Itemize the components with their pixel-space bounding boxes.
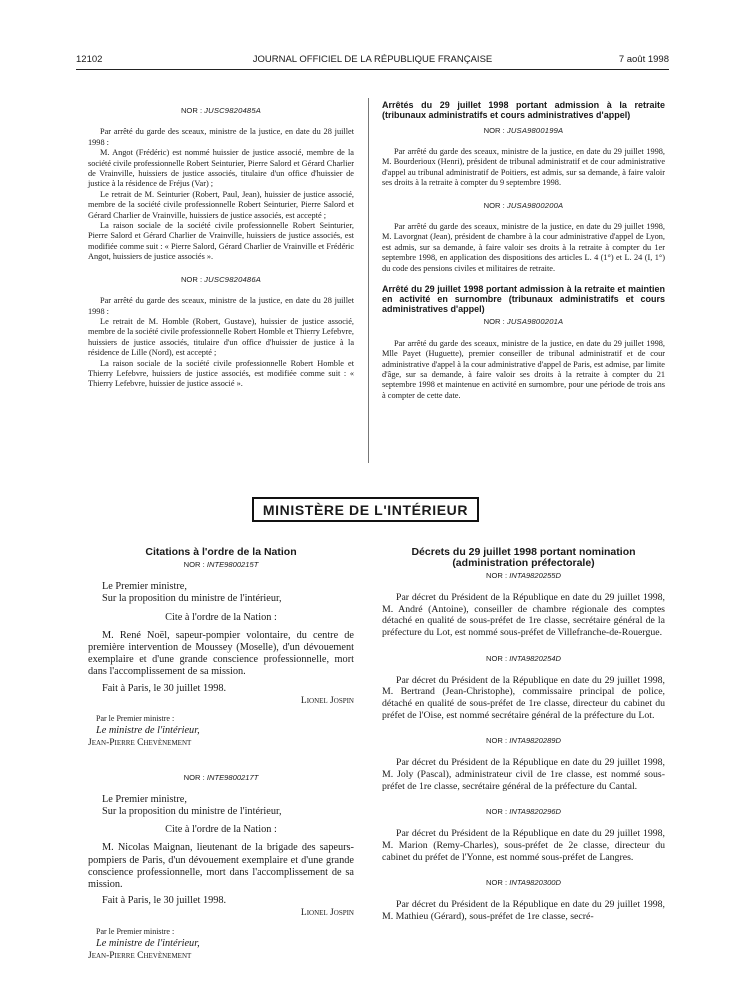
- column-right-bottom: [382, 547, 665, 923]
- signature: Lionel Jospin: [300, 695, 354, 706]
- paragraph: La raison sociale de la société civile professionnelle Robert Seinturier, Pierre Salord et Gérard Charlier de Vrainville, huissiers de justice associés, est modifiée comme suit : « Pierre Salord, Gérard Charlier de Vrainville et Frédéric Angot, huissiers de justice associés ».: [88, 221, 354, 262]
- minister-title: Le ministre de l'intérieur,: [96, 937, 200, 949]
- nor-reference: NOR : INTE9800215T: [183, 560, 259, 569]
- nor-reference: NOR : INTA9820300D: [486, 878, 561, 888]
- paragraph: Par arrêté du garde des sceaux, ministre de la justice, en date du 29 juillet 1998, M. Bourderioux (Henri), président de tribunal administratif et de cour administrative d'appel au tribunal administratif de Poitiers, est admis, sur sa demande, à faire valoir ses droits à la retraite à compter du 9 septembre 1998.: [382, 147, 665, 188]
- column-left-top: [88, 101, 354, 390]
- paragraph: Le retrait de M. Seinturier (Robert, Paul, Jean), huissier de justice associé, membre de la société civile professionnelle Robert Seinturier, Pierre Salord et Gérard Charlier de Vrainville, huissiers de justice associés, est accepté ;: [88, 189, 354, 220]
- ministry-title: MINISTÈRE DE L'INTÉRIEUR: [252, 497, 479, 522]
- column-divider: [368, 98, 369, 463]
- paragraph: Par arrêté du garde des sceaux, ministre de la justice, en date du 29 juillet 1998, M. Lavorgnat (Jean), président de chambre à la cour administrative d'appel de Lyon, est admis, sur sa demande, à faire valoir ses droits à la retraite à compter du 1er septembre 1998, en application des dispositions des articles L. 4 (1°) et L. 24 (I, 1°) du code des pensions civiles et militaires de retraite.: [382, 222, 665, 273]
- ministry-banner: [0, 497, 731, 522]
- signature-date: Fait à Paris, le 30 juillet 1998.: [102, 895, 227, 907]
- paragraph: Par décret du Président de la République en date du 29 juillet 1998, M. Joly (Pascal), administrateur civil de 1re classe, est nommé sous-préfet de 1re classe, secrétaire général de la préfecture du Cantal.: [382, 757, 665, 792]
- signature-date: Fait à Paris, le 30 juillet 1998.: [102, 682, 227, 694]
- journal-title: JOURNAL OFFICIEL DE LA RÉPUBLIQUE FRANÇAISE: [252, 54, 493, 65]
- nor-reference: NOR : INTA9820289D: [486, 736, 561, 746]
- nor-reference: NOR : JUSC9820485A: [180, 106, 262, 115]
- header-rule: [76, 69, 669, 70]
- citation-text: M. René Noël, sapeur-pompier volontaire, du centre de première intervention de Moussey (Moselle), d'un dévouement exemplaire et d'une grande conscience professionnelle, mort dans l'accomplissement de sa mission.: [88, 629, 354, 678]
- nor-reference: NOR : JUSA9800201A: [483, 317, 564, 327]
- column-left-bottom: [88, 547, 354, 962]
- preamble: Sur la proposition du ministre de l'intérieur,: [102, 593, 282, 605]
- signature: Jean-Pierre Chevènement: [88, 738, 192, 749]
- citation-formula: Cite à l'ordre de la Nation :: [165, 611, 277, 623]
- paragraph: Le retrait de M. Homble (Robert, Gustave), huissier de justice associé, membre de la société civile professionnelle Robert Homble et Thierry Lefebvre, huissiers de justice associés, titulaire d'un office d'huissier de justice à la résidence de Lille (Nord), est accepté ;: [88, 316, 354, 358]
- section-heading: Arrêté du 29 juillet 1998 portant admission à la retraite et maintien en activité en surnombre (tribunaux administratifs et cours administratives d'appel): [382, 284, 665, 314]
- nor-reference: NOR : INTA9820296D: [486, 807, 561, 817]
- paragraph: Par décret du Président de la République en date du 29 juillet 1998, M. Marion (Remy-Charles), sous-préfet de 2e classe, directeur du cabinet du préfet de l'Yonne, est nommé sous-préfet de Langres.: [382, 828, 665, 863]
- nor-reference: NOR : JUSC9820486A: [180, 274, 262, 284]
- nor-reference: NOR : INTA9820254D: [486, 653, 561, 663]
- paragraph: M. Angot (Frédéric) est nommé huissier de justice associé, membre de la société civile professionnelle Robert Seinturier, Pierre Salord et Gérard Charlier de Vrainville, huissiers de justice associés, titulaire d'un office d'huissier de justice à la résidence de Fréjus (Var) ;: [88, 148, 354, 189]
- nor-reference: NOR : JUSA9800199A: [483, 125, 564, 135]
- nor-reference: NOR : INTA9820255D: [486, 571, 561, 580]
- section-heading: Arrêtés du 29 juillet 1998 portant admission à la retraite (tribunaux administratifs et cours administratives d'appel): [382, 100, 665, 120]
- minister-title: Le ministre de l'intérieur,: [96, 725, 200, 737]
- preamble: Le Premier ministre,: [102, 793, 187, 805]
- countersign-label: Par le Premier ministre :: [96, 926, 175, 936]
- preamble: Sur la proposition du ministre de l'intérieur,: [102, 806, 282, 818]
- paragraph: Par décret du Président de la République en date du 29 juillet 1998, M. Bertrand (Jean-Christophe), commissaire principal de police, détaché en qualité de sous-préfet de 1re classe, directeur du cabinet du préfet de l'Oise, est nommé secrétaire général de la préfecture du Lot.: [382, 674, 665, 721]
- paragraph: Par décret du Président de la République en date du 29 juillet 1998, M. André (Antoine), conseiller de chambre régionale des comptes détaché en qualité de sous-préfet de 1re classe, secrétaire général de la préfecture du Lot, est nommé sous-préfet de Villefranche-de-Rouergue.: [382, 592, 665, 638]
- section-heading: Citations à l'ordre de la Nation: [145, 546, 297, 558]
- section-heading: Décrets du 29 juillet 1998 portant nomination (administration préfectorale): [411, 546, 636, 569]
- paragraph: Par arrêté du garde des sceaux, ministre de la justice, en date du 28 juillet 1998 :: [88, 127, 354, 147]
- paragraph: Par arrêté du garde des sceaux, ministre de la justice, en date du 29 juillet 1998, Mlle Payet (Huguette), premier conseiller de tribunal administratif et de cour administrative d'appel à la cour administrative d'appel de Paris, est admise, par limite d'âge, sur sa demande, à faire valoir ses droits à la retraite à compter du 21 septembre 1998 et maintenue en activité en surnombre, pour une période de trois ans à compter de cette date.: [382, 338, 665, 400]
- nor-reference: NOR : JUSA9800200A: [483, 200, 564, 210]
- page-header: [76, 54, 669, 70]
- preamble: Le Premier ministre,: [102, 581, 187, 593]
- signature: Lionel Jospin: [300, 908, 354, 919]
- nor-reference: NOR : INTE9800217T: [183, 772, 259, 782]
- signature: Jean-Pierre Chevènement: [88, 951, 192, 962]
- citation-text: M. Nicolas Maignan, lieutenant de la brigade des sapeurs-pompiers de Paris, d'un dévouement exemplaire et d'une grande conscience professionnelle, mort dans l'accomplissement de sa mission.: [88, 842, 354, 891]
- column-right-top: [382, 101, 665, 401]
- issue-date: 7 août 1998: [618, 54, 669, 65]
- paragraph: Par décret du Président de la République en date du 29 juillet 1998, M. Mathieu (Gérard), sous-préfet de 1re classe, secré-: [382, 899, 665, 922]
- paragraph: La raison sociale de la société civile professionnelle Robert Homble et Thierry Lefebvre, huissiers de justice associés, est modifiée comme suit : « Thierry Lefebvre, huissier de justice associé ».: [88, 358, 354, 389]
- citation-formula: Cite à l'ordre de la Nation :: [165, 824, 277, 836]
- countersign-label: Par le Premier ministre :: [96, 714, 175, 724]
- paragraph: Par arrêté du garde des sceaux, ministre de la justice, en date du 28 juillet 1998 :: [88, 296, 354, 316]
- page-number: 12102: [76, 54, 103, 65]
